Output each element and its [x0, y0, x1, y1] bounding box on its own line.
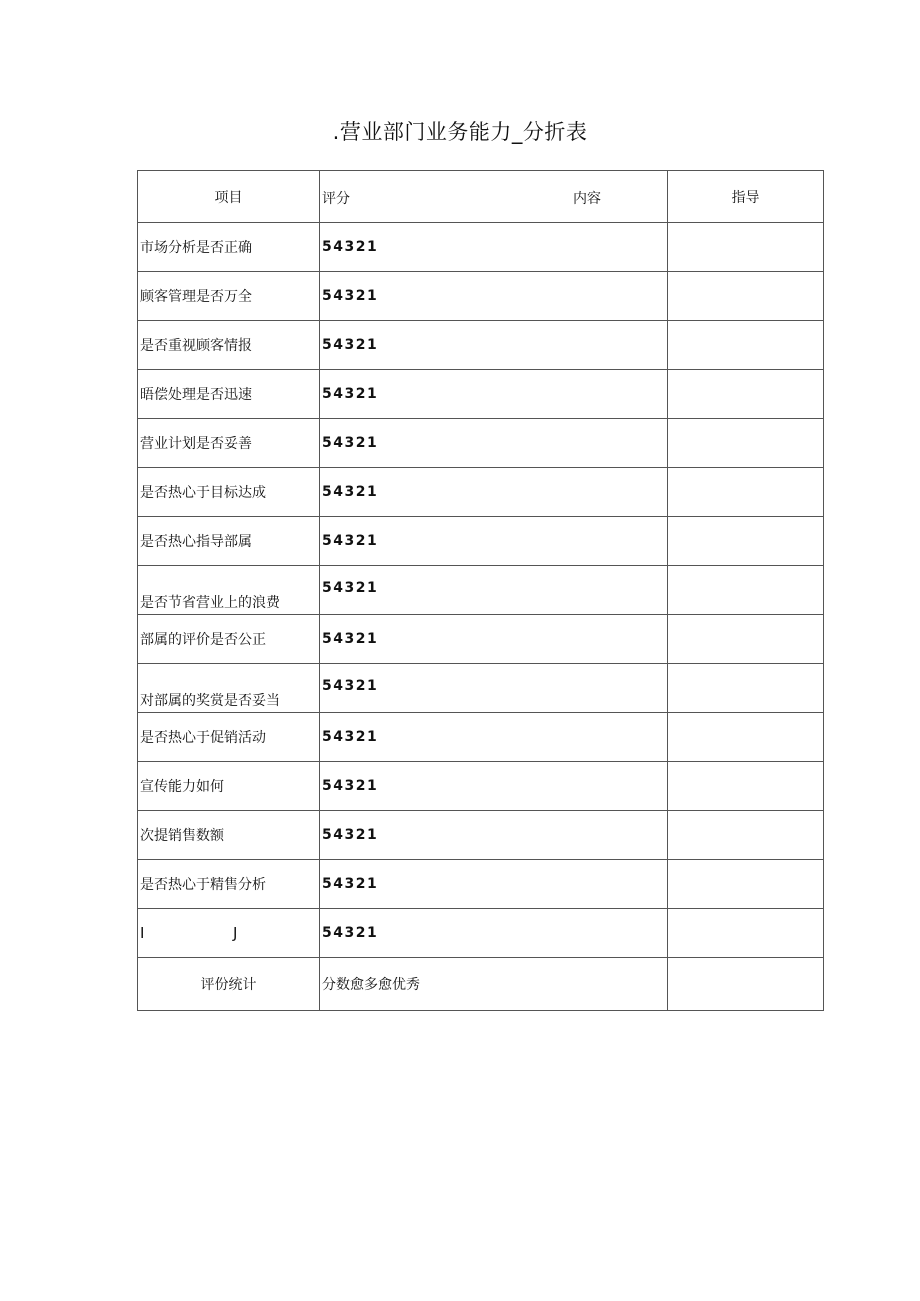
score-scale: 54321 [320, 909, 668, 958]
header-score: 评分 [322, 191, 350, 207]
guide-cell [668, 419, 824, 468]
summary-note: 分数愈多愈优秀 [320, 958, 668, 1011]
score-scale: 54321 [320, 762, 668, 811]
guide-cell [668, 566, 824, 615]
guide-cell [668, 517, 824, 566]
garbled-mark-right: J [233, 924, 238, 942]
score-scale: 54321 [320, 223, 668, 272]
item-label: 是否热心于目标达成 [138, 468, 320, 517]
score-scale: 54321 [320, 664, 668, 713]
score-scale: 54321 [320, 566, 668, 615]
table-row [138, 370, 824, 419]
item-label: 是否重视顾客情报 [138, 321, 320, 370]
summary-row [138, 958, 824, 1011]
item-label: 宣传能力如何 [138, 762, 320, 811]
score-scale: 54321 [320, 370, 668, 419]
item-label: 营业计划是否妥善 [138, 419, 320, 468]
table-row [138, 223, 824, 272]
item-label: 是否热心指导部属 [138, 517, 320, 566]
garbled-mark-left: I [140, 924, 145, 942]
guide-cell [668, 958, 824, 1011]
guide-cell [668, 762, 824, 811]
item-label: 是否节省营业上的浪费 [138, 566, 320, 615]
score-scale: 54321 [320, 713, 668, 762]
score-scale: 54321 [320, 615, 668, 664]
item-label: 市场分析是否正确 [138, 223, 320, 272]
header-item: 项目 [138, 171, 320, 223]
item-label: 顾客管理是否万全 [138, 272, 320, 321]
guide-cell [668, 272, 824, 321]
table-row [138, 811, 824, 860]
header-guide: 指导 [668, 171, 824, 223]
score-scale: 54321 [320, 468, 668, 517]
guide-cell [668, 321, 824, 370]
item-label: 部属的评价是否公正 [138, 615, 320, 664]
item-label: 对部属的奖赏是否妥当 [138, 664, 320, 713]
table-row [138, 321, 824, 370]
item-label: 次提销售数额 [138, 811, 320, 860]
guide-cell [668, 909, 824, 958]
score-scale: 54321 [320, 321, 668, 370]
table-row [138, 860, 824, 909]
table-row [138, 468, 824, 517]
header-content: 内容 [573, 191, 601, 207]
guide-cell [668, 664, 824, 713]
page-title: .营业部门业务能力_分折表 [332, 120, 588, 144]
score-scale: 54321 [320, 860, 668, 909]
item-label: 是否热心于精售分析 [138, 860, 320, 909]
score-scale: 54321 [320, 419, 668, 468]
guide-cell [668, 223, 824, 272]
score-scale: 54321 [320, 811, 668, 860]
table-row [138, 615, 824, 664]
table-row [138, 272, 824, 321]
header-score-content [320, 171, 668, 223]
guide-cell [668, 860, 824, 909]
table-row [138, 909, 824, 958]
table-row [138, 713, 824, 762]
table-row [138, 664, 824, 713]
item-label-garbled [138, 909, 320, 958]
table-row [138, 762, 824, 811]
guide-cell [668, 713, 824, 762]
score-scale: 54321 [320, 272, 668, 321]
guide-cell [668, 615, 824, 664]
table-row [138, 517, 824, 566]
score-scale: 54321 [320, 517, 668, 566]
item-label: 晤偿处理是否迅速 [138, 370, 320, 419]
guide-cell [668, 468, 824, 517]
summary-label: 评份统计 [138, 958, 320, 1011]
table-row [138, 419, 824, 468]
table-header-row [138, 171, 824, 223]
evaluation-table [137, 170, 824, 1011]
table-row [138, 566, 824, 615]
guide-cell [668, 811, 824, 860]
guide-cell [668, 370, 824, 419]
item-label: 是否热心于促销活动 [138, 713, 320, 762]
